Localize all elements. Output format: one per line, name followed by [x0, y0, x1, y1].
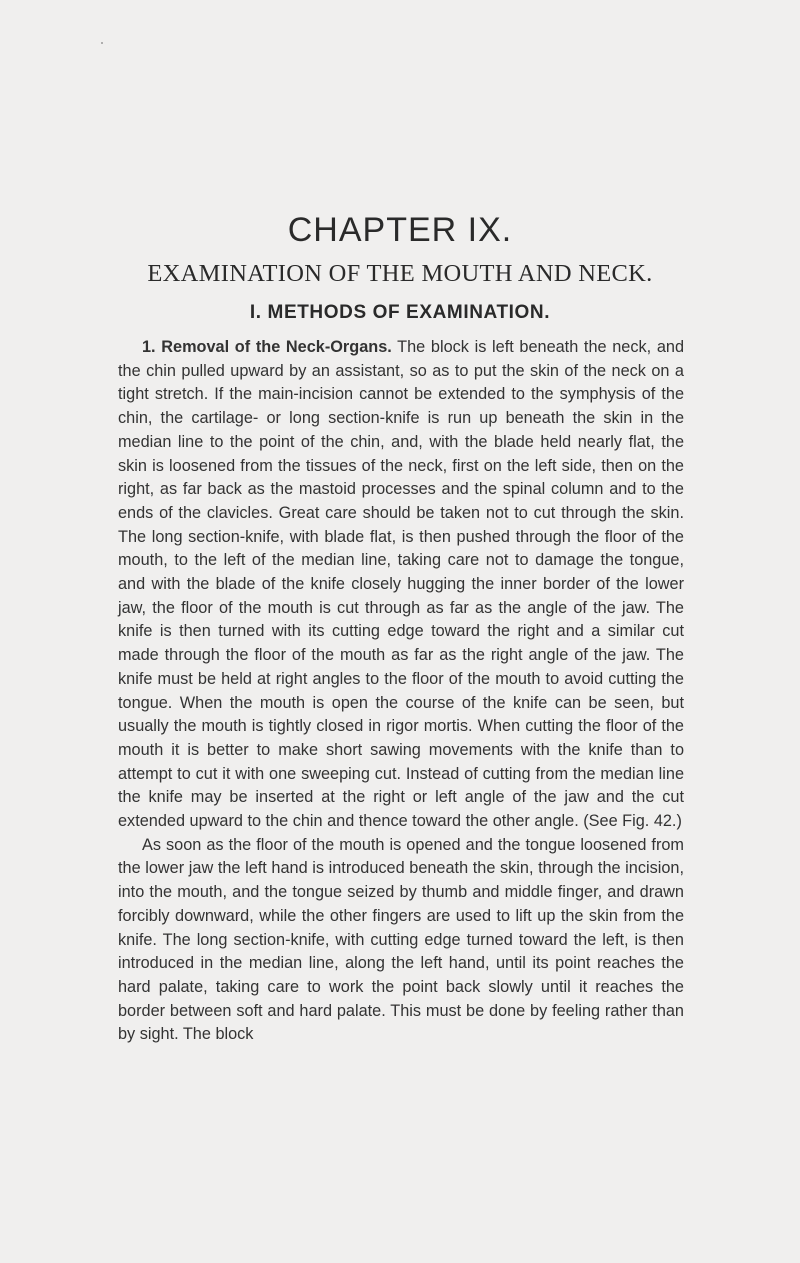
paragraph-1 [118, 336, 684, 834]
paragraph-1-text: The block is left beneath the neck, and the chin pulled upward by an assistant, so as to put the skin of the neck on a tight stretch. If the main-incision cannot be extended to the symphysis of the chin, the cartilage- or long section-knife is run up beneath the skin in the median line to the point of the chin, and, with the blade held nearly flat, the skin is loosened from the tissues of the neck, first on the left side, then on the right, as far back as the mastoid processes and the spinal column and to the ends of the clavicles. Great care should be taken not to cut through the skin. The long section-knife, with blade flat, is then pushed through the floor of the mouth, to the left of the median line, taking care not to damage the tongue, and with the blade of the knife closely hugging the inner border of the lower jaw, the floor of the mouth is cut through as far as the angle of the jaw. The knife is then turned with its cutting edge toward the right and a similar cut made through the floor of the mouth as far as the right angle of the jaw. The knife must be held at right angles to the floor of the mouth to avoid cutting the tongue. When the mouth is open the course of the knife can be seen, but usually the mouth is tightly closed in rigor mortis. When cutting the floor of the mouth it is better to make short sawing movements with the knife than to attempt to cut it with one sweeping cut. Instead of cutting from the median line the knife may be inserted at the right or left angle of the jaw and the cut extended upward to the chin and thence toward the other angle. (See Fig. 42.) [118, 338, 684, 831]
section-title: EXAMINATION OF THE MOUTH AND NECK. [147, 260, 653, 287]
paragraph-2 [118, 834, 684, 1047]
run-in-heading: 1. Removal of the Neck-Organs. [142, 338, 392, 356]
chapter-title: CHAPTER IX. [287, 211, 513, 249]
paper-speck [101, 42, 103, 44]
subsection-title: I. METHODS OF EXAMINATION. [249, 302, 551, 323]
body-text [118, 336, 684, 1047]
paragraph-2-text: As soon as the floor of the mouth is opened and the tongue loosened from the lower jaw the left hand is introduced beneath the skin, through the incision, into the mouth, and the tongue seized by thumb and middle finger, and drawn forcibly downward, while the other fingers are used to lift up the skin from the knife. The long section-knife, with cutting edge turned toward the left, is then introduced in the median line, along the left hand, until its point reaches the hard palate, taking care to work the point back slowly until it reaches the border between soft and hard palate. This must be done by feeling rather than by sight. The block [118, 835, 684, 1044]
